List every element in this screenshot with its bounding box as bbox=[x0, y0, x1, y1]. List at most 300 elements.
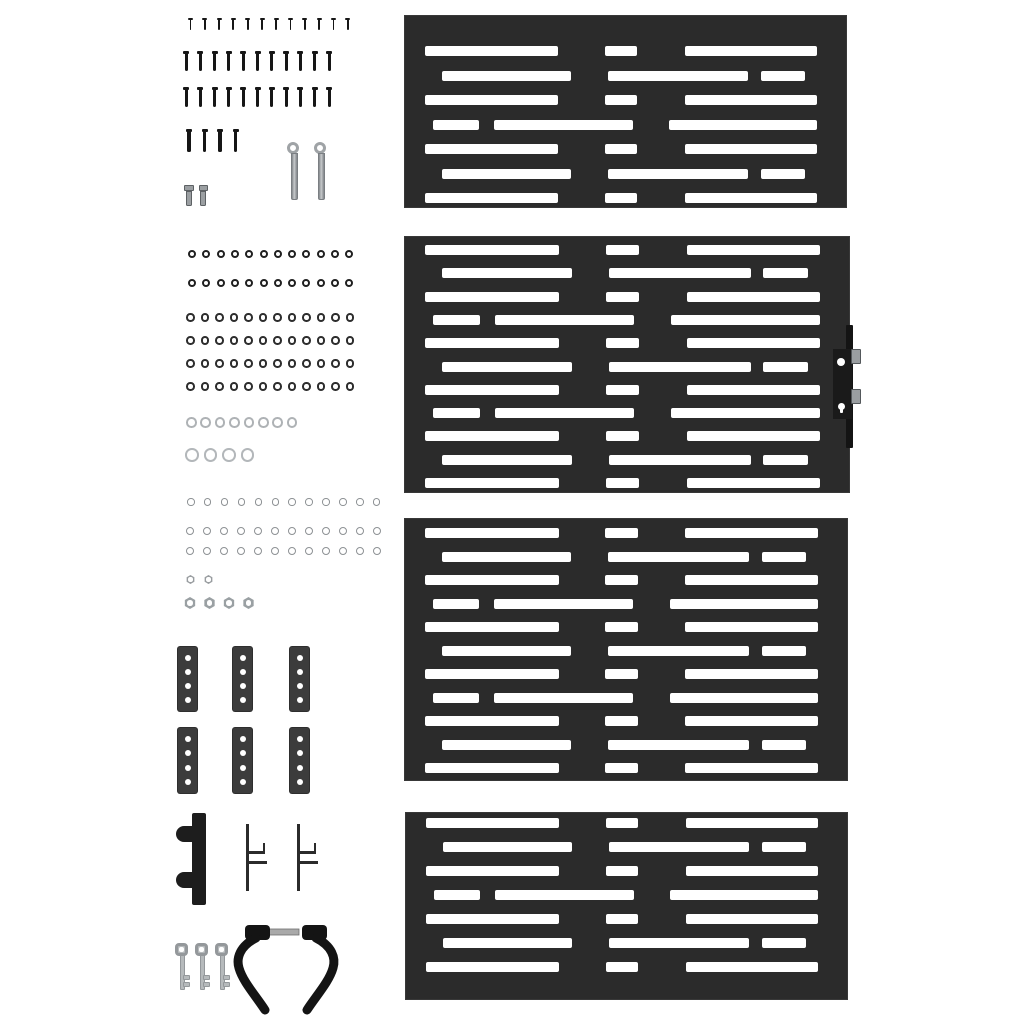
screw bbox=[186, 129, 192, 152]
washer bbox=[215, 382, 224, 391]
washer bbox=[345, 279, 353, 287]
screw bbox=[255, 87, 261, 107]
screw-shaft bbox=[187, 132, 191, 152]
panel-slot bbox=[670, 599, 819, 609]
panel-slot bbox=[762, 740, 806, 750]
panel-slot bbox=[685, 144, 817, 154]
screw bbox=[188, 18, 193, 30]
panel-slot bbox=[685, 575, 818, 585]
screw-shaft bbox=[232, 20, 234, 30]
panel-slot bbox=[425, 669, 559, 679]
hex-nut bbox=[204, 597, 216, 609]
screw bbox=[345, 18, 350, 30]
panel-slot bbox=[670, 693, 819, 703]
panel-slot bbox=[425, 193, 558, 203]
screw-shaft bbox=[285, 90, 288, 107]
panel-slot bbox=[687, 478, 820, 488]
washer bbox=[356, 547, 364, 555]
washer bbox=[215, 336, 224, 345]
keyhole-tail bbox=[840, 406, 843, 413]
bracket-hole bbox=[240, 669, 246, 675]
panel-slot bbox=[434, 890, 481, 900]
washer bbox=[345, 250, 353, 258]
panel-slot bbox=[433, 599, 480, 609]
panel-slot bbox=[425, 338, 559, 348]
washer bbox=[258, 417, 269, 428]
panel-slot bbox=[762, 646, 806, 656]
panel-slot-row bbox=[404, 385, 850, 395]
key-bit bbox=[203, 975, 210, 980]
screw-shaft bbox=[247, 20, 249, 30]
washer bbox=[203, 547, 211, 555]
screw-shaft bbox=[204, 20, 206, 30]
washer bbox=[245, 250, 253, 258]
washer bbox=[373, 547, 381, 555]
panel-slot bbox=[609, 455, 750, 465]
panel-slot-row bbox=[405, 890, 848, 900]
washer bbox=[204, 448, 218, 462]
panel-slot bbox=[762, 552, 806, 562]
washer bbox=[317, 279, 325, 287]
panel-slot bbox=[609, 268, 750, 278]
hex-nut-hole bbox=[207, 600, 213, 606]
key-bow-hole bbox=[199, 947, 204, 952]
washer bbox=[201, 359, 210, 368]
screw-shaft bbox=[261, 20, 263, 30]
washer bbox=[204, 498, 212, 506]
screw bbox=[217, 18, 222, 30]
washer bbox=[186, 382, 195, 391]
washer bbox=[186, 336, 195, 345]
washer bbox=[217, 250, 225, 258]
panel-slot bbox=[605, 763, 638, 773]
panel-slot bbox=[425, 245, 559, 255]
screw bbox=[269, 51, 275, 71]
washer bbox=[186, 313, 195, 322]
bracket-hole bbox=[185, 750, 191, 756]
bracket-hole bbox=[297, 779, 303, 785]
latch-bracket-line bbox=[246, 824, 249, 891]
screw bbox=[212, 87, 218, 107]
screw bbox=[183, 51, 189, 71]
screw bbox=[226, 51, 232, 71]
panel-slot bbox=[605, 95, 638, 105]
washer bbox=[220, 547, 228, 555]
washer bbox=[356, 527, 364, 535]
washer bbox=[230, 359, 239, 368]
washer bbox=[302, 313, 311, 322]
panel-slot bbox=[763, 268, 808, 278]
screw bbox=[260, 18, 265, 30]
screw-shaft bbox=[285, 54, 288, 71]
panel-slot-row bbox=[404, 169, 847, 179]
panel-slot-row bbox=[404, 693, 848, 703]
washer bbox=[373, 527, 381, 535]
bracket-hole bbox=[240, 697, 246, 703]
panel-slot bbox=[426, 818, 559, 828]
panel-slot bbox=[425, 385, 559, 395]
panel-slot bbox=[442, 362, 572, 372]
washer bbox=[322, 547, 330, 555]
gate-panel-3 bbox=[404, 518, 848, 781]
washer bbox=[188, 250, 196, 258]
panel-slot-row bbox=[404, 408, 850, 418]
washer bbox=[331, 313, 340, 322]
screw bbox=[202, 129, 208, 152]
washer bbox=[331, 336, 340, 345]
screw bbox=[200, 185, 208, 206]
washer bbox=[346, 382, 355, 391]
washer bbox=[217, 279, 225, 287]
washer bbox=[255, 498, 263, 506]
handle-spindle bbox=[268, 929, 299, 935]
panel-slot bbox=[605, 46, 638, 56]
panel-slot bbox=[609, 362, 750, 372]
screw bbox=[312, 51, 318, 71]
panel-slot bbox=[686, 962, 818, 972]
screw-shaft bbox=[304, 20, 306, 30]
flat-bracket bbox=[233, 647, 252, 711]
panel-slot-row bbox=[404, 268, 850, 278]
panel-slot bbox=[606, 478, 639, 488]
panel-slot bbox=[442, 268, 572, 278]
washer bbox=[339, 547, 347, 555]
panel-slot bbox=[670, 890, 818, 900]
washer bbox=[273, 382, 282, 391]
screw-shaft bbox=[328, 54, 331, 71]
washer bbox=[222, 448, 236, 462]
washer bbox=[259, 336, 268, 345]
washer bbox=[271, 547, 279, 555]
panel-slot bbox=[433, 315, 480, 325]
panel-slot bbox=[608, 740, 749, 750]
washer bbox=[200, 417, 211, 428]
screw-shaft bbox=[186, 191, 192, 206]
panel-slot-row bbox=[404, 193, 847, 203]
screw bbox=[185, 185, 193, 206]
washer bbox=[288, 382, 297, 391]
flat-bracket bbox=[178, 647, 197, 711]
washer bbox=[305, 527, 313, 535]
washer bbox=[244, 313, 253, 322]
panel-slot bbox=[495, 890, 634, 900]
panel-slot bbox=[443, 938, 572, 948]
panel-slot-row bbox=[404, 478, 850, 488]
panel-slot bbox=[425, 478, 559, 488]
panel-slot bbox=[685, 193, 817, 203]
bracket-hole bbox=[240, 765, 246, 771]
screw-shaft bbox=[313, 90, 316, 107]
washer bbox=[259, 382, 268, 391]
panel-slot bbox=[762, 938, 806, 948]
panel-slot bbox=[605, 669, 638, 679]
screw-shaft bbox=[218, 20, 220, 30]
screw bbox=[312, 87, 318, 107]
washer bbox=[317, 336, 326, 345]
panel-slot bbox=[763, 455, 808, 465]
bracket-hole bbox=[297, 697, 303, 703]
screw-shaft bbox=[199, 54, 202, 71]
panel-slot bbox=[495, 408, 635, 418]
washer bbox=[229, 417, 240, 428]
washer bbox=[322, 498, 330, 506]
panel-slot-row bbox=[404, 46, 847, 56]
washer bbox=[272, 417, 283, 428]
washer bbox=[254, 547, 262, 555]
washer bbox=[237, 527, 245, 535]
hinge-post-bar bbox=[192, 813, 206, 905]
panel-slot bbox=[606, 866, 639, 876]
panel-slot bbox=[433, 408, 480, 418]
panel-slot bbox=[687, 385, 820, 395]
screw bbox=[269, 87, 275, 107]
screw-shaft bbox=[190, 20, 192, 30]
panel-slot bbox=[687, 292, 820, 302]
panel-slot bbox=[606, 245, 639, 255]
screw-shaft bbox=[270, 54, 273, 71]
panel-slot bbox=[442, 169, 571, 179]
screw-shaft bbox=[199, 90, 202, 107]
washer bbox=[305, 547, 313, 555]
bracket-hole bbox=[240, 736, 246, 742]
panel-slot bbox=[425, 763, 559, 773]
latch-bracket-tick bbox=[314, 843, 317, 851]
washer bbox=[346, 336, 355, 345]
panel-slot bbox=[608, 552, 749, 562]
washer bbox=[244, 336, 253, 345]
panel-slot-row bbox=[404, 362, 850, 372]
panel-slot bbox=[608, 71, 748, 81]
washer bbox=[331, 279, 339, 287]
screw bbox=[297, 51, 303, 71]
handle-set bbox=[232, 918, 344, 1016]
hex-nut-hole bbox=[246, 600, 252, 606]
panel-slot-row bbox=[404, 552, 848, 562]
panel-slot bbox=[442, 552, 572, 562]
panel-slot bbox=[685, 528, 818, 538]
washer bbox=[273, 336, 282, 345]
screw bbox=[255, 51, 261, 71]
panel-slot bbox=[606, 962, 639, 972]
latch-bracket-tick bbox=[263, 843, 266, 851]
washer bbox=[201, 313, 210, 322]
screw-shaft bbox=[185, 90, 188, 107]
screw bbox=[197, 87, 203, 107]
washer bbox=[185, 448, 199, 462]
bracket-hole bbox=[297, 750, 303, 756]
screw-shaft bbox=[318, 20, 320, 30]
latch-bracket-arm bbox=[246, 861, 267, 864]
panel-slot-row bbox=[404, 315, 850, 325]
bracket-hole bbox=[240, 655, 246, 661]
bracket-hole bbox=[240, 750, 246, 756]
panel-slot bbox=[687, 338, 820, 348]
panel-slot-row bbox=[404, 622, 848, 632]
panel-slot bbox=[443, 842, 572, 852]
washer bbox=[302, 336, 311, 345]
bracket-hole bbox=[240, 683, 246, 689]
panel-slot-row bbox=[404, 71, 847, 81]
washer bbox=[215, 417, 226, 428]
hex-nut-hole bbox=[188, 577, 192, 581]
washer bbox=[259, 313, 268, 322]
eye-bolt-shaft bbox=[291, 153, 298, 200]
washer bbox=[201, 382, 210, 391]
washer bbox=[317, 250, 325, 258]
panel-slot bbox=[671, 315, 820, 325]
screw bbox=[331, 18, 336, 30]
screw-shaft bbox=[299, 90, 302, 107]
flat-bracket bbox=[178, 728, 197, 793]
panel-slot bbox=[425, 144, 558, 154]
washer bbox=[230, 336, 239, 345]
screw-shaft bbox=[328, 90, 331, 107]
panel-slot bbox=[426, 962, 559, 972]
washer bbox=[215, 359, 224, 368]
screw-shaft bbox=[234, 132, 238, 152]
washer bbox=[186, 547, 194, 555]
washer bbox=[302, 250, 310, 258]
washer bbox=[288, 547, 296, 555]
screw-shaft bbox=[242, 90, 245, 107]
washer bbox=[244, 359, 253, 368]
washer bbox=[346, 313, 355, 322]
hex-nut bbox=[184, 597, 196, 609]
screw bbox=[297, 87, 303, 107]
panel-slot-row bbox=[405, 914, 848, 924]
panel-slot bbox=[685, 763, 818, 773]
screw bbox=[231, 18, 236, 30]
key-bow-hole bbox=[179, 947, 184, 952]
panel-slot bbox=[426, 914, 559, 924]
washer bbox=[186, 527, 194, 535]
panel-slot-row bbox=[404, 763, 848, 773]
washer bbox=[202, 279, 210, 287]
washer bbox=[317, 313, 326, 322]
washer bbox=[230, 382, 239, 391]
washer bbox=[188, 279, 196, 287]
gate-panel-4 bbox=[405, 812, 848, 1000]
screw bbox=[217, 129, 223, 152]
screw bbox=[226, 87, 232, 107]
panel-slot-row bbox=[404, 95, 847, 105]
washer bbox=[238, 498, 246, 506]
washer bbox=[260, 279, 268, 287]
panel-slot-row bbox=[405, 866, 848, 876]
panel-slot bbox=[605, 528, 638, 538]
washer bbox=[220, 527, 228, 535]
screw-shaft bbox=[313, 54, 316, 71]
panel-slot bbox=[425, 528, 559, 538]
washer bbox=[187, 498, 195, 506]
screw bbox=[283, 87, 289, 107]
washer bbox=[231, 279, 239, 287]
screw-shaft bbox=[347, 20, 349, 30]
panel-slot-row bbox=[404, 740, 848, 750]
bracket-hole bbox=[185, 669, 191, 675]
washer bbox=[339, 498, 347, 506]
washer bbox=[288, 527, 296, 535]
washer bbox=[254, 527, 262, 535]
panel-slot bbox=[606, 818, 639, 828]
washer bbox=[230, 313, 239, 322]
washer bbox=[274, 279, 282, 287]
panel-slot bbox=[605, 144, 638, 154]
panel-slot bbox=[669, 120, 817, 130]
panel-slot bbox=[426, 866, 559, 876]
gate-panel-2 bbox=[404, 236, 850, 493]
washer bbox=[201, 336, 210, 345]
panel-slot bbox=[606, 292, 639, 302]
panel-slot-row bbox=[404, 120, 847, 130]
washer bbox=[245, 279, 253, 287]
latch-bracket-arm bbox=[246, 851, 265, 854]
washer bbox=[331, 359, 340, 368]
washer bbox=[322, 527, 330, 535]
screw-shaft bbox=[203, 132, 207, 152]
key-bit bbox=[203, 982, 210, 987]
washer bbox=[288, 250, 296, 258]
panel-slot bbox=[686, 914, 818, 924]
panel-slot bbox=[425, 431, 559, 441]
panel-slot bbox=[686, 866, 818, 876]
gate-panel-1 bbox=[404, 15, 847, 208]
screw-shaft bbox=[218, 132, 222, 152]
eye-bolt-shaft bbox=[318, 153, 325, 200]
bracket-hole bbox=[240, 779, 246, 785]
hinge-peg bbox=[176, 826, 194, 842]
screw bbox=[212, 51, 218, 71]
panel-slot bbox=[442, 740, 572, 750]
washer bbox=[288, 313, 297, 322]
washer bbox=[237, 547, 245, 555]
bracket-hole bbox=[185, 683, 191, 689]
panel-slot bbox=[685, 95, 817, 105]
panel-slot bbox=[606, 385, 639, 395]
washer bbox=[302, 279, 310, 287]
washer bbox=[317, 382, 326, 391]
washer bbox=[221, 498, 229, 506]
panel-slot bbox=[687, 245, 820, 255]
washer bbox=[331, 250, 339, 258]
panel-slot bbox=[606, 431, 639, 441]
panel-slot bbox=[763, 362, 808, 372]
screw bbox=[317, 18, 322, 30]
washer bbox=[273, 313, 282, 322]
panel-slot bbox=[442, 455, 572, 465]
latch-bracket-line bbox=[297, 824, 300, 891]
panel-slot-row bbox=[404, 338, 850, 348]
flat-bracket bbox=[290, 647, 309, 711]
screw-shaft bbox=[185, 54, 188, 71]
washer bbox=[186, 417, 197, 428]
panel-slot bbox=[609, 938, 749, 948]
panel-slot bbox=[606, 914, 639, 924]
panel-slot bbox=[494, 693, 633, 703]
screw-shaft bbox=[290, 20, 292, 30]
panel-slot bbox=[671, 408, 820, 418]
panel-slot bbox=[425, 46, 558, 56]
panel-slot bbox=[425, 575, 559, 585]
panel-slot bbox=[605, 622, 638, 632]
bracket-hole bbox=[297, 765, 303, 771]
panel-slot bbox=[685, 622, 818, 632]
panel-slot-row bbox=[404, 528, 848, 538]
hinge-peg bbox=[176, 872, 194, 888]
screw-shaft bbox=[213, 54, 216, 71]
panel-slot-row bbox=[405, 818, 848, 828]
washer bbox=[202, 250, 210, 258]
